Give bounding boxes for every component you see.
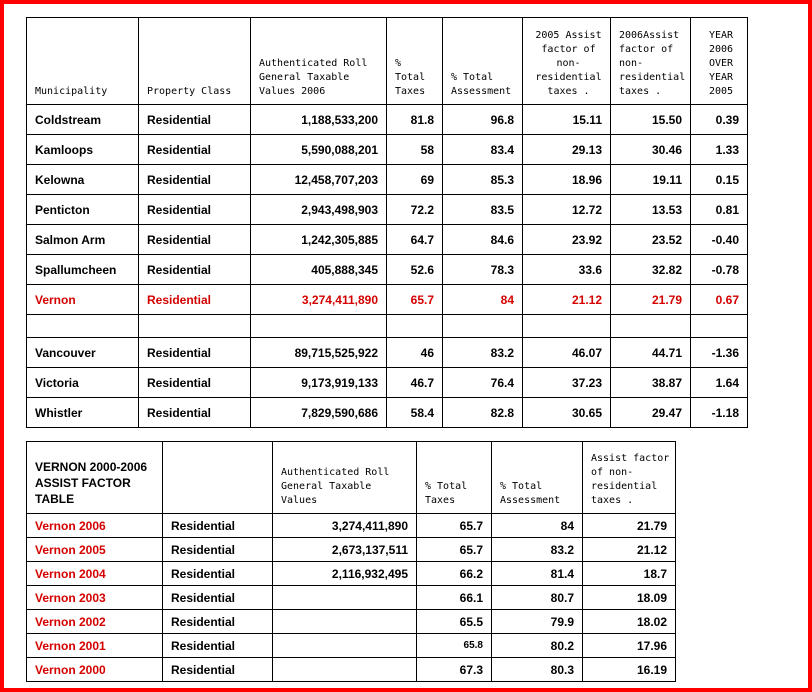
cell-year-over-year: -0.78 — [691, 255, 748, 285]
cell-pct-assessment: 80.7 — [492, 586, 583, 610]
empty-cell — [611, 315, 691, 338]
cell-roll-values: 9,173,919,133 — [251, 368, 387, 398]
cell-pct-taxes: 65.8 — [417, 634, 492, 658]
cell-pct-taxes: 46 — [387, 338, 443, 368]
table-row — [27, 225, 748, 255]
cell-assist-2005: 15.11 — [523, 105, 611, 135]
cell-pct-assessment: 81.4 — [492, 562, 583, 586]
cell-assist: 21.79 — [583, 514, 676, 538]
cell-assist-2006: 13.53 — [611, 195, 691, 225]
cell-property-class: Residential — [163, 658, 273, 682]
cell-pct-assessment: 80.2 — [492, 634, 583, 658]
cell-assist-2006: 29.47 — [611, 398, 691, 428]
cell-municipality: Kamloops — [27, 135, 139, 165]
cell-municipality: Victoria — [27, 368, 139, 398]
cell-property-class: Residential — [163, 610, 273, 634]
header-pct-taxes: % Total Taxes — [387, 18, 443, 105]
cell-year-label: Vernon 2002 — [27, 610, 163, 634]
cell-year-label: Vernon 2003 — [27, 586, 163, 610]
cell-assist: 16.19 — [583, 658, 676, 682]
cell-roll-values: 89,715,525,922 — [251, 338, 387, 368]
cell-pct-assessment: 80.3 — [492, 658, 583, 682]
cell-assist-2006: 19.11 — [611, 165, 691, 195]
table2-header-row — [27, 442, 676, 514]
cell-property-class: Residential — [139, 135, 251, 165]
cell-pct-taxes: 65.7 — [417, 538, 492, 562]
cell-pct-assessment: 78.3 — [443, 255, 523, 285]
table2-title: VERNON 2000-2006 ASSIST FACTOR TABLE — [35, 460, 148, 506]
cell-pct-taxes: 65.7 — [387, 285, 443, 315]
cell-municipality: Coldstream — [27, 105, 139, 135]
cell-pct-assessment: 83.2 — [443, 338, 523, 368]
cell-roll-values: 3,274,411,890 — [273, 514, 417, 538]
cell-assist-2005: 37.23 — [523, 368, 611, 398]
empty-cell — [139, 315, 251, 338]
cell-pct-taxes: 72.2 — [387, 195, 443, 225]
cell-municipality: Whistler — [27, 398, 139, 428]
table-row — [27, 285, 748, 315]
cell-pct-taxes: 64.7 — [387, 225, 443, 255]
cell-assist-2005: 23.92 — [523, 225, 611, 255]
cell-roll-values — [273, 658, 417, 682]
cell-assist: 21.12 — [583, 538, 676, 562]
cell-year-label: Vernon 2004 — [27, 562, 163, 586]
cell-year-over-year: -1.18 — [691, 398, 748, 428]
cell-pct-taxes: 65.7 — [417, 514, 492, 538]
cell-year-over-year: 0.39 — [691, 105, 748, 135]
cell-pct-taxes: 69 — [387, 165, 443, 195]
table-row — [27, 634, 676, 658]
cell-assist: 18.7 — [583, 562, 676, 586]
cell-property-class: Residential — [139, 255, 251, 285]
cell-municipality: Spallumcheen — [27, 255, 139, 285]
cell-municipality: Salmon Arm — [27, 225, 139, 255]
cell-roll-values: 1,242,305,885 — [251, 225, 387, 255]
cell-year-label: Vernon 2001 — [27, 634, 163, 658]
cell-assist-2006: 32.82 — [611, 255, 691, 285]
cell-year-over-year: -1.36 — [691, 338, 748, 368]
table-row — [27, 514, 676, 538]
empty-cell — [443, 315, 523, 338]
cell-pct-assessment: 85.3 — [443, 165, 523, 195]
table-row — [27, 368, 748, 398]
cell-roll-values: 3,274,411,890 — [251, 285, 387, 315]
vernon-assist-factor-history-table — [26, 441, 676, 682]
cell-year-label: Vernon 2000 — [27, 658, 163, 682]
table-row — [27, 610, 676, 634]
cell-assist: 18.09 — [583, 586, 676, 610]
cell-assist-2005: 30.65 — [523, 398, 611, 428]
cell-pct-assessment: 83.5 — [443, 195, 523, 225]
cell-assist-2006: 15.50 — [611, 105, 691, 135]
cell-year-label: Vernon 2005 — [27, 538, 163, 562]
table-row — [27, 538, 676, 562]
municipality-assist-factor-table — [26, 17, 748, 428]
cell-property-class: Residential — [163, 562, 273, 586]
cell-year-over-year: 1.64 — [691, 368, 748, 398]
cell-property-class: Residential — [163, 538, 273, 562]
header-assist: Assist factor of non-residential taxes . — [583, 442, 676, 514]
table-row — [27, 586, 676, 610]
cell-pct-taxes: 65.5 — [417, 610, 492, 634]
cell-property-class: Residential — [139, 368, 251, 398]
cell-municipality: Penticton — [27, 195, 139, 225]
cell-pct-taxes: 52.6 — [387, 255, 443, 285]
cell-roll-values: 5,590,088,201 — [251, 135, 387, 165]
cell-year-over-year: 0.15 — [691, 165, 748, 195]
cell-roll-values: 12,458,707,203 — [251, 165, 387, 195]
cell-property-class: Residential — [163, 586, 273, 610]
table-row — [27, 658, 676, 682]
cell-assist-2006: 38.87 — [611, 368, 691, 398]
cell-pct-taxes: 58.4 — [387, 398, 443, 428]
header-empty — [163, 442, 273, 514]
cell-pct-taxes: 58 — [387, 135, 443, 165]
header-assist-2006: 2006Assist factor of non-residential taxes . — [611, 18, 691, 105]
cell-assist-2005: 29.13 — [523, 135, 611, 165]
cell-year-over-year: 0.81 — [691, 195, 748, 225]
cell-pct-assessment: 79.9 — [492, 610, 583, 634]
cell-pct-taxes: 46.7 — [387, 368, 443, 398]
cell-pct-taxes: 67.3 — [417, 658, 492, 682]
empty-cell — [251, 315, 387, 338]
cell-property-class: Residential — [139, 225, 251, 255]
table2-title-cell — [27, 442, 163, 514]
cell-roll-values: 7,829,590,686 — [251, 398, 387, 428]
header-assist-2005: 2005 Assist factor of non-residential taxes . — [523, 18, 611, 105]
cell-property-class: Residential — [139, 165, 251, 195]
cell-pct-assessment: 83.4 — [443, 135, 523, 165]
table-row — [27, 255, 748, 285]
table-row — [27, 338, 748, 368]
cell-property-class: Residential — [139, 285, 251, 315]
cell-property-class: Residential — [139, 195, 251, 225]
cell-year-over-year: 1.33 — [691, 135, 748, 165]
cell-assist-2005: 12.72 — [523, 195, 611, 225]
cell-pct-assessment: 84 — [443, 285, 523, 315]
table-row — [27, 105, 748, 135]
cell-assist-2005: 46.07 — [523, 338, 611, 368]
cell-pct-assessment: 84 — [492, 514, 583, 538]
table1-header-row — [27, 18, 748, 105]
cell-assist-2006: 23.52 — [611, 225, 691, 255]
empty-cell — [387, 315, 443, 338]
cell-municipality: Kelowna — [27, 165, 139, 195]
table-row — [27, 562, 676, 586]
empty-cell — [523, 315, 611, 338]
header-pct-assessment: % Total Assessment — [443, 18, 523, 105]
header-pct-taxes: % Total Taxes — [417, 442, 492, 514]
empty-cell — [27, 315, 139, 338]
blank-separator-row — [27, 315, 748, 338]
cell-municipality: Vernon — [27, 285, 139, 315]
cell-year-label: Vernon 2006 — [27, 514, 163, 538]
cell-roll-values — [273, 610, 417, 634]
header-roll-values: Authenticated Roll General Taxable Values — [273, 442, 417, 514]
cell-property-class: Residential — [163, 514, 273, 538]
cell-pct-taxes: 66.1 — [417, 586, 492, 610]
cell-roll-values: 2,673,137,511 — [273, 538, 417, 562]
cell-assist: 17.96 — [583, 634, 676, 658]
cell-assist-2005: 33.6 — [523, 255, 611, 285]
table-row — [27, 165, 748, 195]
cell-assist-2005: 18.96 — [523, 165, 611, 195]
cell-pct-taxes: 66.2 — [417, 562, 492, 586]
cell-pct-assessment: 76.4 — [443, 368, 523, 398]
cell-roll-values: 405,888,345 — [251, 255, 387, 285]
cell-roll-values: 2,943,498,903 — [251, 195, 387, 225]
cell-assist-2006: 30.46 — [611, 135, 691, 165]
cell-year-over-year: 0.67 — [691, 285, 748, 315]
cell-municipality: Vancouver — [27, 338, 139, 368]
cell-pct-assessment: 82.8 — [443, 398, 523, 428]
header-year-over-year: YEAR 2006 OVER YEAR 2005 — [691, 18, 748, 105]
cell-assist-2006: 21.79 — [611, 285, 691, 315]
cell-pct-assessment: 83.2 — [492, 538, 583, 562]
cell-pct-taxes: 81.8 — [387, 105, 443, 135]
cell-pct-assessment: 84.6 — [443, 225, 523, 255]
cell-property-class: Residential — [163, 634, 273, 658]
cell-pct-assessment: 96.8 — [443, 105, 523, 135]
header-municipality: Municipality — [27, 18, 139, 105]
cell-property-class: Residential — [139, 105, 251, 135]
cell-property-class: Residential — [139, 338, 251, 368]
table-row — [27, 398, 748, 428]
cell-roll-values — [273, 586, 417, 610]
table-row — [27, 195, 748, 225]
cell-roll-values: 2,116,932,495 — [273, 562, 417, 586]
cell-roll-values: 1,188,533,200 — [251, 105, 387, 135]
cell-assist-2005: 21.12 — [523, 285, 611, 315]
cell-year-over-year: -0.40 — [691, 225, 748, 255]
cell-assist-2006: 44.71 — [611, 338, 691, 368]
cell-property-class: Residential — [139, 398, 251, 428]
header-pct-assessment: % Total Assessment — [492, 442, 583, 514]
cell-assist: 18.02 — [583, 610, 676, 634]
empty-cell — [691, 315, 748, 338]
cell-roll-values — [273, 634, 417, 658]
table-row — [27, 135, 748, 165]
header-roll-values: Authenticated Roll General Taxable Values 2006 — [251, 18, 387, 105]
header-property-class: Property Class — [139, 18, 251, 105]
